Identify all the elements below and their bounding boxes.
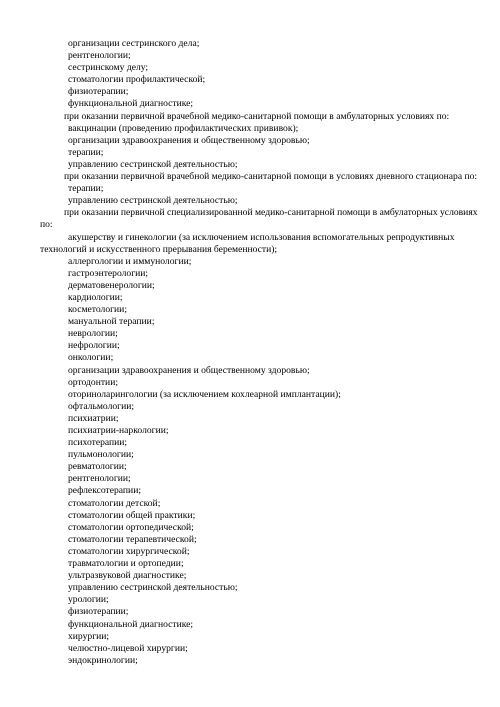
list-item: травматологии и ортопедии;: [68, 558, 184, 570]
list-item: челюстно-лицевой хирургии;: [68, 642, 188, 654]
section-heading: при оказании первичной специализированной медико-санитарной помощи в амбулаторных условиях по:: [40, 207, 478, 231]
list-item: управлению сестринской деятельностью;: [68, 195, 238, 207]
list-item: функциональной диагностике;: [68, 618, 194, 630]
list-item: гастроэнтерологии;: [68, 267, 149, 279]
list-item: хирургии;: [68, 630, 110, 642]
list-item: стоматологии терапевтической;: [68, 533, 197, 545]
list-item: физиотерапии;: [68, 606, 129, 618]
list-item: организации сестринского дела;: [68, 38, 200, 49]
list-item: психотерапии;: [68, 437, 128, 449]
list-item: рентгенологии;: [68, 473, 131, 485]
list-item: управлению сестринской деятельностью;: [68, 158, 238, 170]
list-item: рефлексотерапии;: [68, 485, 141, 497]
list-item: стоматологии детской;: [68, 497, 161, 509]
list-item: функциональной диагностике;: [68, 98, 194, 110]
list-item: физиотерапии;: [68, 86, 129, 98]
section-heading: при оказании первичной врачебной медико-санитарной помощи в условиях дневного стационара по:: [64, 171, 478, 183]
list-item: стоматологии ортопедической;: [68, 521, 194, 533]
list-item: организации здравоохранения и общественному здоровью;: [68, 134, 310, 146]
list-item: стоматологии общей практики;: [68, 509, 196, 521]
list-item: ультразвуковой диагностике;: [68, 570, 187, 582]
list-item: управлению сестринской деятельностью;: [68, 582, 238, 594]
section-heading: при оказании первичной врачебной медико-санитарной помощи в амбулаторных условиях по:: [64, 110, 450, 122]
list-item: организации здравоохранения и общественному здоровью;: [68, 364, 310, 376]
list-item: акушерству и гинекологии (за исключением использования вспомогательных репродуктивных технологий и искусственного прерывания беременности);: [40, 231, 455, 255]
list-item: ортодонтии;: [68, 376, 118, 388]
list-item: терапии;: [68, 183, 104, 195]
list-item: вакцинации (проведению профилактических прививок);: [68, 122, 299, 134]
list-item: стоматологии хирургической;: [68, 545, 190, 557]
list-item: эндокринологии;: [68, 654, 138, 666]
list-item: аллергологии и иммунологии;: [68, 255, 192, 267]
list-item: неврологии;: [68, 328, 118, 340]
list-item: стоматологии профилактической;: [68, 74, 206, 86]
list-item: онкологии;: [68, 352, 114, 364]
list-item: оториноларингологии (за исключением кохлеарной имплантации);: [68, 388, 341, 400]
list-item: кардиологии;: [68, 291, 123, 303]
list-item: терапии;: [68, 146, 104, 158]
list-item: нефрологии;: [68, 340, 120, 352]
list-item: рентгенологии;: [68, 50, 131, 62]
list-item: психиатрии-наркологии;: [68, 425, 169, 436]
list-item: дерматовенерологии;: [68, 279, 155, 291]
list-item: урологии;: [68, 594, 109, 606]
list-item: сестринскому делу;: [68, 62, 149, 74]
list-item: косметологии;: [68, 304, 127, 316]
list-item: психиатрии;: [68, 412, 119, 424]
list-item: офтальмологии;: [68, 400, 135, 412]
list-item: ревматологии;: [68, 461, 127, 473]
list-item: пульмонологии;: [68, 449, 134, 461]
list-item: мануальной терапии;: [68, 316, 155, 328]
document-body: [40, 38, 480, 667]
